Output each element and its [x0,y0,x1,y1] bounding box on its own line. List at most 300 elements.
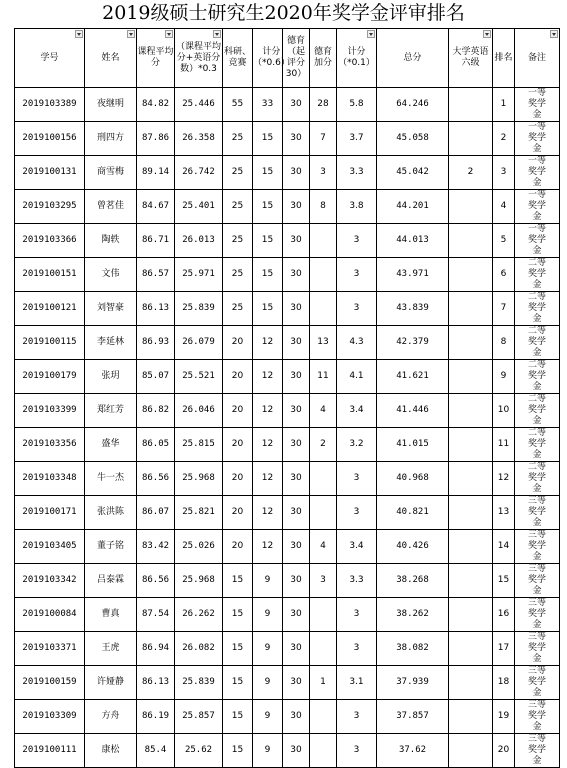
cell-moral-bonus[interactable] [310,428,337,462]
cell-cet6[interactable] [449,394,493,428]
cell-value: 30 [290,507,302,517]
cell-course-avg[interactable] [137,462,175,496]
cell-moral-bonus[interactable] [310,496,337,530]
cell-course-avg[interactable] [137,734,175,768]
cell-moral-score[interactable] [337,360,377,394]
cell-moral-score[interactable] [337,700,377,734]
cell-remark[interactable] [515,700,560,734]
cell-student-id[interactable] [15,530,85,564]
cell-name[interactable] [85,462,137,496]
cell-moral-score[interactable] [337,292,377,326]
cell-remark[interactable] [515,666,560,700]
cell-course-avg[interactable] [137,156,175,190]
cell-cet6[interactable] [449,632,493,666]
cell-course-avg[interactable] [137,632,175,666]
cell-value: 15 [261,235,274,245]
cell-cet6[interactable] [449,598,493,632]
cell-rank[interactable] [493,700,515,734]
cell-research[interactable] [223,190,253,224]
cell-name[interactable] [85,258,137,292]
cell-name[interactable] [85,326,137,360]
cell-moral-base[interactable] [283,598,310,632]
cell-moral-score[interactable] [337,326,377,360]
cell-total-score[interactable] [377,292,449,326]
cell-research-score[interactable] [253,564,283,598]
cell-student-id[interactable] [15,666,85,700]
cell-course-avg[interactable] [137,598,175,632]
cell-research-score[interactable] [253,462,283,496]
cell-student-id[interactable] [15,224,85,258]
cell-student-id[interactable] [15,88,85,122]
cell-moral-base[interactable] [283,632,310,666]
cell-remark[interactable] [515,360,560,394]
cell-course-avg[interactable] [137,360,175,394]
cell-moral-bonus[interactable] [310,258,337,292]
cell-cet6[interactable] [449,564,493,598]
cell-student-id[interactable] [15,326,85,360]
cell-weighted-score[interactable] [175,666,223,700]
cell-total-score[interactable] [377,734,449,768]
cell-rank[interactable] [493,598,515,632]
cell-weighted-score[interactable] [175,326,223,360]
cell-moral-bonus[interactable] [310,462,337,496]
cell-name[interactable] [85,598,137,632]
cell-total-score[interactable] [377,462,449,496]
cell-weighted-score[interactable] [175,564,223,598]
cell-research[interactable] [223,564,253,598]
cell-research[interactable] [223,292,253,326]
cell-remark[interactable] [515,224,560,258]
cell-moral-bonus[interactable] [310,292,337,326]
cell-remark[interactable] [515,462,560,496]
cell-student-id[interactable] [15,258,85,292]
cell-moral-score[interactable] [337,530,377,564]
cell-research[interactable] [223,496,253,530]
cell-research-score[interactable] [253,666,283,700]
cell-research-score[interactable] [253,88,283,122]
cell-weighted-score[interactable] [175,88,223,122]
cell-research-score[interactable] [253,190,283,224]
cell-research[interactable] [223,598,253,632]
cell-weighted-score[interactable] [175,224,223,258]
cell-moral-score[interactable] [337,190,377,224]
filter-dropdown-icon[interactable] [367,30,375,38]
cell-research-score[interactable] [253,224,283,258]
cell-cet6[interactable] [449,190,493,224]
cell-moral-base[interactable] [283,394,310,428]
cell-research[interactable] [223,428,253,462]
cell-rank[interactable] [493,530,515,564]
cell-cet6[interactable] [449,326,493,360]
cell-name[interactable] [85,734,137,768]
cell-rank[interactable] [493,224,515,258]
cell-rank[interactable] [493,564,515,598]
cell-name[interactable] [85,394,137,428]
cell-cet6[interactable] [449,156,493,190]
cell-name[interactable] [85,428,137,462]
cell-remark[interactable] [515,394,560,428]
cell-weighted-score[interactable] [175,428,223,462]
cell-moral-base[interactable] [283,122,310,156]
cell-moral-score[interactable] [337,88,377,122]
ranking-table [14,28,560,768]
cell-rank[interactable] [493,360,515,394]
cell-rank[interactable] [493,326,515,360]
cell-value: 5.8 [349,99,364,109]
cell-weighted-score[interactable] [175,190,223,224]
cell-remark[interactable] [515,326,560,360]
cell-total-score[interactable] [377,700,449,734]
cell-moral-base[interactable] [283,326,310,360]
cell-moral-base[interactable] [283,292,310,326]
filter-dropdown-icon[interactable] [213,30,221,38]
cell-weighted-score[interactable] [175,122,223,156]
cell-cet6[interactable] [449,666,493,700]
cell-rank[interactable] [493,394,515,428]
cell-student-id[interactable] [15,122,85,156]
cell-value: 25 [231,167,244,177]
cell-research-score[interactable] [253,632,283,666]
cell-research[interactable] [223,224,253,258]
cell-moral-score[interactable] [337,156,377,190]
cell-value: 30 [290,677,302,687]
cell-research[interactable] [223,156,253,190]
cell-rank[interactable] [493,666,515,700]
cell-moral-score[interactable] [337,122,377,156]
cell-research[interactable] [223,734,253,768]
cell-value: 三等奖学金 [527,598,546,630]
cell-name[interactable] [85,224,137,258]
cell-moral-base[interactable] [283,462,310,496]
cell-moral-score[interactable] [337,496,377,530]
cell-course-avg[interactable] [137,326,175,360]
cell-research[interactable] [223,122,253,156]
cell-weighted-score[interactable] [175,700,223,734]
cell-cet6[interactable] [449,462,493,496]
cell-weighted-score[interactable] [175,734,223,768]
cell-value: 25.839 [182,677,215,687]
cell-value: 三等奖学金 [527,666,546,698]
cell-name[interactable] [85,666,137,700]
cell-moral-bonus[interactable] [310,326,337,360]
cell-weighted-score[interactable] [175,360,223,394]
cell-moral-score[interactable] [337,462,377,496]
cell-moral-base[interactable] [283,666,310,700]
cell-course-avg[interactable] [137,530,175,564]
cell-moral-score[interactable] [337,632,377,666]
cell-value: 3.8 [349,201,364,211]
cell-value: 3 [353,643,360,653]
cell-total-score[interactable] [377,190,449,224]
cell-remark[interactable] [515,292,560,326]
cell-remark[interactable] [515,564,560,598]
cell-cet6[interactable] [449,360,493,394]
cell-research[interactable] [223,258,253,292]
cell-moral-base[interactable] [283,88,310,122]
cell-course-avg[interactable] [137,394,175,428]
cell-value: 9 [264,643,271,653]
cell-moral-bonus[interactable] [310,156,337,190]
cell-weighted-score[interactable] [175,598,223,632]
cell-rank[interactable] [493,496,515,530]
cell-total-score[interactable] [377,530,449,564]
cell-total-score[interactable] [377,496,449,530]
cell-cet6[interactable] [449,258,493,292]
cell-course-avg[interactable] [137,564,175,598]
cell-cet6[interactable] [449,428,493,462]
cell-student-id[interactable] [15,292,85,326]
cell-name[interactable] [85,122,137,156]
filter-dropdown-icon[interactable] [550,30,558,38]
cell-value: 45.058 [396,133,429,143]
cell-course-avg[interactable] [137,292,175,326]
cell-moral-bonus[interactable] [310,598,337,632]
cell-moral-base[interactable] [283,700,310,734]
cell-course-avg[interactable] [137,190,175,224]
cell-total-score[interactable] [377,360,449,394]
cell-value: 43.971 [396,269,429,279]
cell-course-avg[interactable] [137,428,175,462]
cell-remark[interactable] [515,156,560,190]
cell-value: 3 [500,167,507,177]
cell-rank[interactable] [493,88,515,122]
cell-student-id[interactable] [15,598,85,632]
cell-rank[interactable] [493,122,515,156]
cell-course-avg[interactable] [137,666,175,700]
cell-moral-base[interactable] [283,734,310,768]
cell-moral-bonus[interactable] [310,190,337,224]
cell-moral-score[interactable] [337,564,377,598]
cell-moral-base[interactable] [283,564,310,598]
cell-rank[interactable] [493,462,515,496]
cell-value: 刘智豪 [96,303,124,313]
cell-remark[interactable] [515,122,560,156]
cell-value: 25 [231,133,244,143]
cell-moral-bonus[interactable] [310,122,337,156]
cell-cet6[interactable] [449,530,493,564]
cell-rank[interactable] [493,190,515,224]
cell-rank[interactable] [493,156,515,190]
cell-moral-score[interactable] [337,598,377,632]
cell-research-score[interactable] [253,326,283,360]
cell-research-score[interactable] [253,394,283,428]
cell-value: 3 [353,235,360,245]
cell-weighted-score[interactable] [175,394,223,428]
table-row [15,326,560,360]
cell-moral-score[interactable] [337,666,377,700]
cell-value: 15 [261,201,274,211]
cell-rank[interactable] [493,428,515,462]
cell-weighted-score[interactable] [175,530,223,564]
cell-weighted-score[interactable] [175,292,223,326]
cell-rank[interactable] [493,258,515,292]
cell-rank[interactable] [493,734,515,768]
cell-research[interactable] [223,632,253,666]
cell-weighted-score[interactable] [175,156,223,190]
cell-course-avg[interactable] [137,258,175,292]
cell-value: 12 [261,507,274,517]
cell-remark[interactable] [515,190,560,224]
cell-cet6[interactable] [449,734,493,768]
cell-research[interactable] [223,394,253,428]
cell-remark[interactable] [515,496,560,530]
cell-moral-bonus[interactable] [310,666,337,700]
cell-student-id[interactable] [15,632,85,666]
cell-moral-score[interactable] [337,734,377,768]
cell-weighted-score[interactable] [175,496,223,530]
cell-research[interactable] [223,462,253,496]
cell-remark[interactable] [515,598,560,632]
cell-value: 9 [500,371,507,381]
cell-total-score[interactable] [377,122,449,156]
cell-name[interactable] [85,360,137,394]
cell-research[interactable] [223,360,253,394]
cell-value: 2019103342 [22,575,77,585]
cell-research-score[interactable] [253,496,283,530]
filter-dropdown-icon[interactable] [165,30,173,38]
cell-moral-bonus[interactable] [310,394,337,428]
cell-moral-bonus[interactable] [310,734,337,768]
cell-moral-base[interactable] [283,360,310,394]
cell-name[interactable] [85,700,137,734]
cell-student-id[interactable] [15,360,85,394]
cell-value: 30 [290,405,302,415]
cell-total-score[interactable] [377,224,449,258]
cell-moral-score[interactable] [337,224,377,258]
cell-moral-base[interactable] [283,258,310,292]
cell-course-avg[interactable] [137,700,175,734]
cell-research-score[interactable] [253,360,283,394]
cell-research-score[interactable] [253,700,283,734]
cell-total-score[interactable] [377,394,449,428]
cell-total-score[interactable] [377,326,449,360]
cell-cet6[interactable] [449,496,493,530]
cell-name[interactable] [85,292,137,326]
cell-student-id[interactable] [15,156,85,190]
cell-course-avg[interactable] [137,496,175,530]
cell-weighted-score[interactable] [175,462,223,496]
cell-research[interactable] [223,326,253,360]
cell-research[interactable] [223,88,253,122]
cell-name[interactable] [85,156,137,190]
cell-research-score[interactable] [253,156,283,190]
cell-moral-bonus[interactable] [310,530,337,564]
cell-moral-bonus[interactable] [310,632,337,666]
cell-value: 20 [497,745,510,755]
table-row [15,156,560,190]
cell-remark[interactable] [515,428,560,462]
cell-rank[interactable] [493,632,515,666]
cell-research-score[interactable] [253,258,283,292]
cell-value: 83.42 [141,541,170,551]
cell-remark[interactable] [515,734,560,768]
cell-moral-base[interactable] [283,530,310,564]
cell-student-id[interactable] [15,496,85,530]
cell-total-score[interactable] [377,88,449,122]
cell-total-score[interactable] [377,258,449,292]
cell-research-score[interactable] [253,428,283,462]
cell-moral-bonus[interactable] [310,224,337,258]
cell-course-avg[interactable] [137,224,175,258]
cell-moral-score[interactable] [337,394,377,428]
cell-student-id[interactable] [15,428,85,462]
cell-moral-base[interactable] [283,156,310,190]
cell-moral-bonus[interactable] [310,564,337,598]
cell-value: 2019103405 [22,541,77,551]
cell-name[interactable] [85,496,137,530]
cell-total-score[interactable] [377,156,449,190]
cell-remark[interactable] [515,530,560,564]
cell-student-id[interactable] [15,394,85,428]
cell-course-avg[interactable] [137,122,175,156]
cell-moral-bonus[interactable] [310,88,337,122]
cell-research-score[interactable] [253,598,283,632]
cell-research[interactable] [223,700,253,734]
cell-research-score[interactable] [253,734,283,768]
cell-cet6[interactable] [449,292,493,326]
filter-dropdown-icon[interactable] [127,30,135,38]
cell-value: 10 [497,405,510,415]
cell-research-score[interactable] [253,292,283,326]
cell-weighted-score[interactable] [175,632,223,666]
cell-moral-score[interactable] [337,428,377,462]
cell-course-avg[interactable] [137,88,175,122]
cell-name[interactable] [85,530,137,564]
cell-moral-bonus[interactable] [310,700,337,734]
cell-research-score[interactable] [253,122,283,156]
cell-research[interactable] [223,530,253,564]
cell-moral-base[interactable] [283,428,310,462]
cell-total-score[interactable] [377,598,449,632]
cell-remark[interactable] [515,258,560,292]
cell-student-id[interactable] [15,564,85,598]
filter-dropdown-icon[interactable] [75,30,83,38]
cell-student-id[interactable] [15,462,85,496]
cell-name[interactable] [85,564,137,598]
cell-moral-base[interactable] [283,496,310,530]
cell-weighted-score[interactable] [175,258,223,292]
cell-remark[interactable] [515,632,560,666]
cell-moral-score[interactable] [337,258,377,292]
cell-total-score[interactable] [377,428,449,462]
cell-total-score[interactable] [377,632,449,666]
cell-name[interactable] [85,190,137,224]
cell-rank[interactable] [493,292,515,326]
filter-dropdown-icon[interactable] [483,30,491,38]
cell-moral-bonus[interactable] [310,360,337,394]
cell-name[interactable] [85,632,137,666]
cell-cet6[interactable] [449,88,493,122]
cell-research[interactable] [223,666,253,700]
cell-student-id[interactable] [15,190,85,224]
cell-total-score[interactable] [377,666,449,700]
cell-cet6[interactable] [449,224,493,258]
cell-research-score[interactable] [253,530,283,564]
cell-value: 30 [290,337,302,347]
cell-value: 9 [264,575,271,585]
cell-student-id[interactable] [15,734,85,768]
cell-moral-base[interactable] [283,224,310,258]
cell-value: 30 [290,745,302,755]
cell-cet6[interactable] [449,122,493,156]
cell-total-score[interactable] [377,564,449,598]
cell-cet6[interactable] [449,700,493,734]
cell-name[interactable] [85,88,137,122]
cell-student-id[interactable] [15,700,85,734]
table-row [15,700,560,734]
cell-moral-base[interactable] [283,190,310,224]
cell-remark[interactable] [515,88,560,122]
